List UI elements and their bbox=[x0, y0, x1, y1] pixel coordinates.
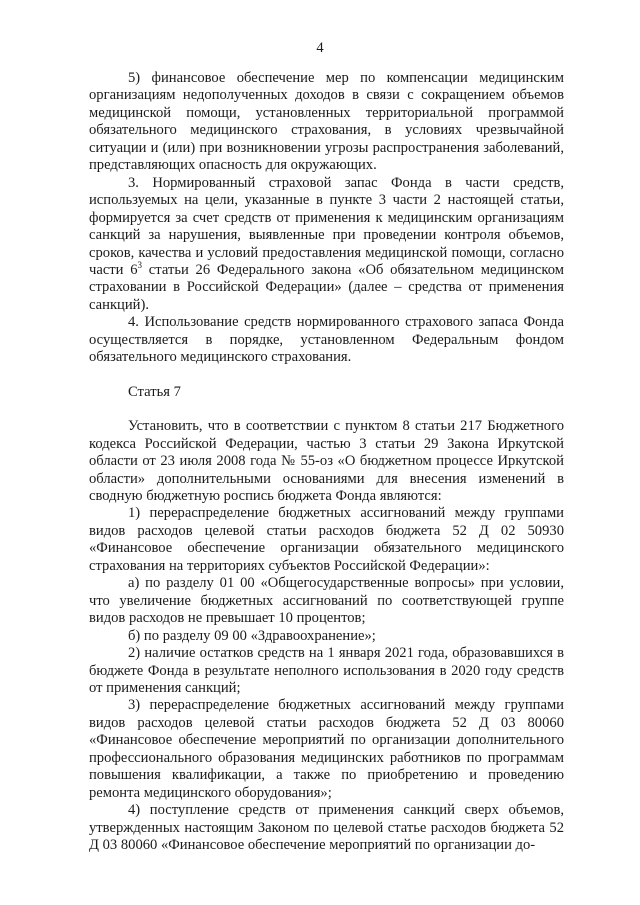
article-item-3: 3) перераспределение бюджетных ассигнований между группами видов расходов целевой статьи расходов бюджета 52 Д 03 80060 «Финансовое обеспечение мероприятий по организации дополнительного профессионального образования медицинских работников по программам повышения квалификации, а также по приобретению и проведению ремонта медицинского оборудования»; bbox=[89, 697, 564, 801]
article-subitem-b: б) по разделу 09 00 «Здравоохранение»; bbox=[128, 627, 376, 644]
paragraph-4: 4. Использование средств нормированного страхового запаса Фонда осуществляется в порядке, установленном Федеральным фондом обязательного медицинского страхования. bbox=[89, 314, 564, 366]
paragraph-item-5: 5) финансовое обеспечение мер по компенсации медицинским организациям недополученных доходов в связи с сокращением объемов медицинской помощи, установленных территориальной программой обязательного медицинского страхования, в условиях чрезвычайной ситуации и (или) при возникновении угрозы распространения заболеваний, представляющих опасность для окружающих. bbox=[89, 70, 564, 174]
page-number: 4 bbox=[316, 40, 324, 56]
paragraph-3 bbox=[89, 175, 564, 315]
paragraph-3-text-continued: статьи 26 Федерального закона «Об обязательном медицинском страховании в Российской Федерации» (далее – средства от применения санкций). bbox=[89, 261, 564, 313]
article-heading: Статья 7 bbox=[128, 383, 181, 400]
article-item-1: 1) перераспределение бюджетных ассигнований между группами видов расходов целевой статьи расходов бюджета 52 Д 02 50930 «Финансовое обеспечение организации обязательного медицинского страхования на территориях субъектов Российской Федерации»: bbox=[89, 505, 564, 574]
paragraph-3-text: 3. Нормированный страховой запас Фонда в части средств, используемых на цели, указанные в пункте 3 части 2 настоящей статьи, формируется за счет средств от применения к медицинским организациям санкций за нарушения, выявленные при проведении контроля объемов, сроков, качества и условий предоставления медицинской помощи, согласно части 6 bbox=[89, 174, 564, 278]
article-item-4: 4) поступление средств от применения санкций сверх объемов, утвержденных настоящим Законом по целевой статье расходов бюджета 52 Д 03 80060 «Финансовое обеспечение мероприятий по организации до- bbox=[89, 802, 564, 854]
article-item-2: 2) наличие остатков средств на 1 января 2021 года, образовавшихся в бюджете Фонда в результате неполного использования в 2020 году средств от применения санкций; bbox=[89, 645, 564, 696]
document-body bbox=[89, 70, 564, 854]
article-subitem-a: а) по разделу 01 00 «Общегосударственные вопросы» при условии, что увеличение бюджетных ассигнований по соответствующей группе видов расходов не превышает 10 процентов; bbox=[89, 575, 564, 627]
article-intro-paragraph: Установить, что в соответствии с пунктом 8 статьи 217 Бюджетного кодекса Российской Федерации, частью 3 статьи 29 Закона Иркутской области от 23 июля 2008 года № 55-оз «О бюджетном процессе Иркутской области» дополнительными основаниями для внесения изменений в сводную бюджетную роспись бюджета Фонда являются: bbox=[89, 418, 564, 504]
superscript-marker: 3 bbox=[137, 260, 143, 271]
